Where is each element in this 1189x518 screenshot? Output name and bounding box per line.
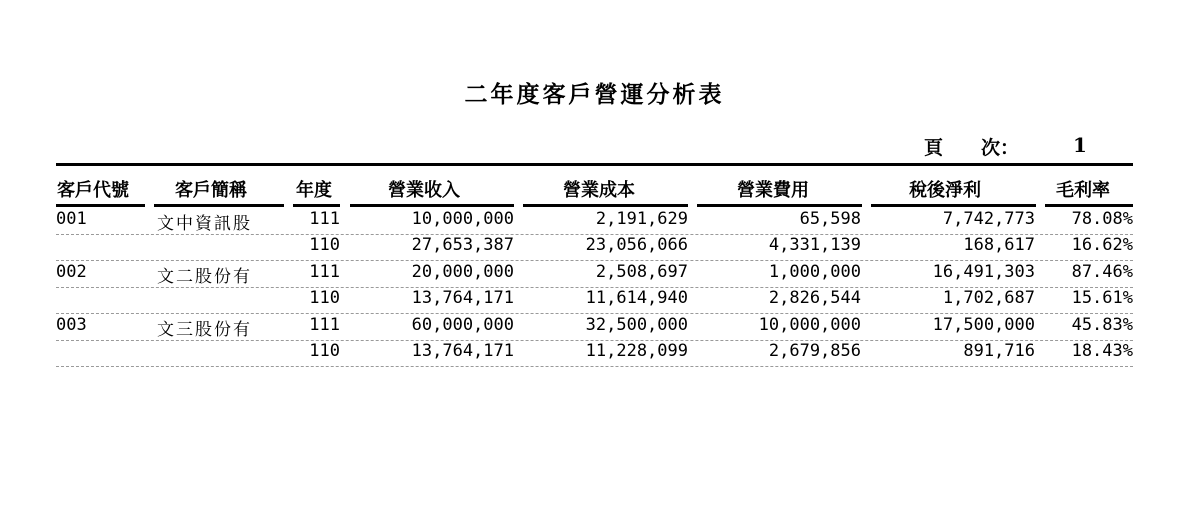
cell-gross-margin: 78.08%: [1071, 209, 1133, 229]
cell-cost: 32,500,000: [585, 315, 688, 335]
cell-gross-margin: 18.43%: [1071, 341, 1133, 361]
cell-revenue: 13,764,171: [411, 288, 514, 308]
cell-net-profit: 17,500,000: [932, 315, 1035, 335]
cell-net-profit: 7,742,773: [942, 209, 1035, 229]
cell-revenue: 60,000,000: [411, 315, 514, 335]
header-top-rule: [56, 163, 1133, 166]
col-header-name: 客戶簡稱: [175, 180, 247, 201]
row-divider: [56, 366, 1133, 367]
row-divider: [56, 260, 1133, 261]
cell-cost: 2,191,629: [595, 209, 688, 229]
cell-code: 001: [56, 209, 87, 229]
col-rule-revenue: [350, 204, 514, 207]
cell-year: 110: [309, 235, 340, 255]
cell-name: 文中資訊股: [157, 214, 252, 234]
col-header-year: 年度: [296, 180, 332, 201]
col-header-code: 客戶代號: [57, 180, 129, 201]
cell-year: 111: [309, 315, 340, 335]
cell-name: 文二股份有: [157, 267, 252, 287]
col-rule-gross-margin: [1045, 204, 1133, 207]
cell-expense: 65,598: [799, 209, 861, 229]
cell-expense: 10,000,000: [758, 315, 861, 335]
cell-revenue: 20,000,000: [411, 262, 514, 282]
cell-expense: 4,331,139: [768, 235, 861, 255]
col-rule-net-profit: [871, 204, 1036, 207]
col-header-gross-margin: 毛利率: [1056, 180, 1110, 201]
row-divider: [56, 313, 1133, 314]
cell-year: 110: [309, 341, 340, 361]
page-number: 1: [1073, 133, 1087, 157]
cell-cost: 11,614,940: [585, 288, 688, 308]
cell-cost: 2,508,697: [595, 262, 688, 282]
cell-revenue: 10,000,000: [411, 209, 514, 229]
cell-revenue: 27,653,387: [411, 235, 514, 255]
cell-year: 110: [309, 288, 340, 308]
cell-expense: 2,679,856: [768, 341, 861, 361]
cell-year: 111: [309, 262, 340, 282]
col-header-cost: 營業成本: [563, 180, 635, 201]
cell-cost: 11,228,099: [585, 341, 688, 361]
col-header-net-profit: 稅後淨利: [909, 180, 981, 201]
cell-gross-margin: 87.46%: [1071, 262, 1133, 282]
col-rule-cost: [523, 204, 688, 207]
cell-code: 003: [56, 315, 87, 335]
cell-expense: 1,000,000: [768, 262, 861, 282]
col-header-revenue: 營業收入: [388, 180, 460, 201]
cell-gross-margin: 45.83%: [1071, 315, 1133, 335]
cell-year: 111: [309, 209, 340, 229]
cell-gross-margin: 16.62%: [1071, 235, 1133, 255]
cell-net-profit: 16,491,303: [932, 262, 1035, 282]
col-rule-expense: [697, 204, 862, 207]
col-rule-year: [293, 204, 340, 207]
cell-code: 002: [56, 262, 87, 282]
cell-name: 文三股份有: [157, 320, 252, 340]
col-rule-name: [154, 204, 284, 207]
page-label: 頁 次：: [924, 137, 1020, 159]
col-rule-code: [56, 204, 145, 207]
cell-net-profit: 1,702,687: [942, 288, 1035, 308]
cell-net-profit: 168,617: [963, 235, 1035, 255]
cell-revenue: 13,764,171: [411, 341, 514, 361]
cell-expense: 2,826,544: [768, 288, 861, 308]
cell-gross-margin: 15.61%: [1071, 288, 1133, 308]
cell-cost: 23,056,066: [585, 235, 688, 255]
report-title: 二年度客戶營運分析表: [464, 81, 725, 108]
col-header-expense: 營業費用: [737, 180, 809, 201]
cell-net-profit: 891,716: [963, 341, 1035, 361]
